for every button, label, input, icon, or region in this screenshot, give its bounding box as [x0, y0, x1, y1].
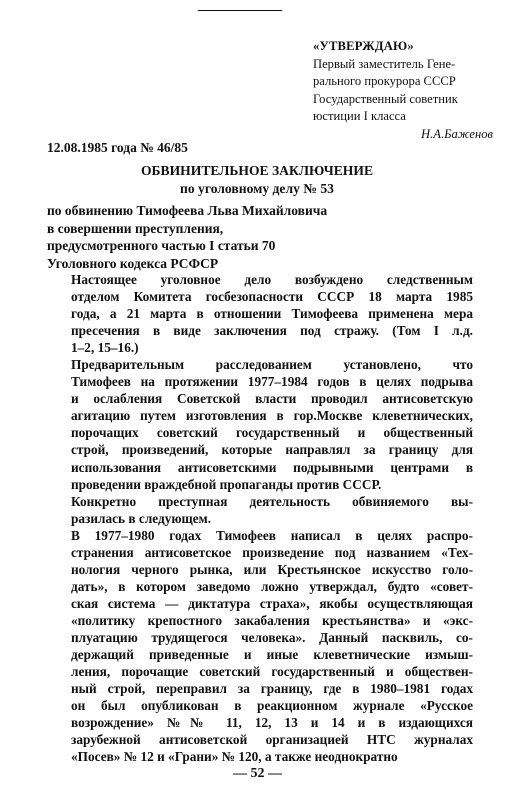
- paragraph-line: отделом Комитета госбезопасности СССР 18 марта 1985: [71, 289, 473, 305]
- paragraph: [47, 493, 473, 527]
- paragraph-line: и ослабления Советской власти проводил антисоветскую: [71, 391, 473, 407]
- approval-line: Первый заместитель Гене-: [313, 56, 456, 71]
- paragraph-line: ления, порочащие советский государственный и обществен-: [71, 664, 473, 680]
- paragraph-line: пресечения в виде заключения под стражу. (Том I л.д.: [71, 323, 473, 339]
- body-text: [47, 271, 473, 765]
- case-line: предусмотренного частью I статьи 70: [47, 238, 276, 253]
- paragraph-line: нология черного рынка, или Крестьянское искусство голо-: [71, 561, 473, 577]
- paragraph-line: Конкретно преступная деятельность обвиняемого вы-: [71, 493, 473, 509]
- paragraph-line: строй, произведений, которые направлял за границу для: [71, 442, 473, 458]
- paragraph-line: В 1977–1980 годах Тимофеев написал в целях распро-: [71, 527, 473, 543]
- paragraph-line: 1–2, 15–16.): [71, 340, 139, 356]
- approval-line: юстиции I класса: [313, 109, 406, 124]
- paragraph-line: порочащих советский государственный и общественный: [71, 425, 473, 441]
- case-line: по обвинению Тимофеева Льва Михайловича: [47, 203, 328, 218]
- paragraph-line: держащий приведенные и иные клеветнические измыш-: [71, 647, 473, 663]
- approval-signature: Н.А.Баженов: [421, 126, 493, 141]
- document-title: ОБВИНИТЕЛЬНОЕ ЗАКЛЮЧЕНИЕ: [140, 163, 374, 178]
- approval-heading: «УТВЕРЖДАЮ»: [313, 39, 414, 53]
- paragraph: [47, 271, 473, 356]
- approval-line: рального прокурора СССР: [313, 74, 456, 89]
- approval-block: [313, 38, 503, 144]
- paragraph-line: странения антисоветское произведение под названием «Тех-: [71, 544, 473, 560]
- page-number: — 52 —: [233, 766, 282, 781]
- paragraph-line: «политику крепостного закабаления крестьянства» и «экс-: [71, 612, 473, 628]
- paragraph-line: Тимофеев на протяжении 1977–1984 годов в целях подрыва: [71, 374, 473, 390]
- paragraph-line: года, а 21 марта в отношении Тимофеева применена мера: [71, 306, 473, 322]
- paragraph-line: агитацию путем изготовления в гор.Москве клеветнических,: [71, 408, 473, 424]
- paragraph-line: Настоящее уголовное дело возбуждено следственным: [71, 272, 473, 287]
- paragraph-line: дать», в котором заведомо ложно утверждал, будто «совет-: [71, 578, 473, 594]
- case-line: Уголовного кодекса РСФСР: [47, 255, 219, 271]
- top-rule: [198, 10, 282, 11]
- paragraph: [47, 527, 473, 766]
- approval-line: Государственный советник: [313, 91, 458, 106]
- document-title-block: [47, 162, 467, 198]
- case-line: в совершении преступления,: [47, 220, 224, 236]
- paragraph-line: разилась в следующем.: [71, 510, 212, 526]
- document-subtitle: по уголовному делу № 53: [180, 181, 334, 196]
- date-and-number: 12.08.1985 года № 46/85: [47, 140, 188, 155]
- paragraph-line: Предварительным расследованием установлено, что: [71, 357, 473, 373]
- paragraph-line: использования антисоветскими подрывными центрами в: [71, 459, 473, 475]
- paragraph-line: проведении враждебной пропаганды против СССР.: [71, 476, 382, 492]
- case-description: [47, 202, 467, 272]
- paragraph-line: зарубежной антисоветской организацией НТС журналах: [71, 732, 473, 748]
- paragraph-line: возрождение» №№ 11, 12, 13 и 14 и в издающихся: [71, 715, 473, 731]
- paragraph-line: ный строй, переправил за границу, где в 1980–1981 годах: [71, 681, 473, 697]
- paragraph-line: он был опубликован в реакционном журнале «Русское: [71, 698, 473, 714]
- paragraph-line: «Посев» № 12 и «Грани» № 120, а также неоднократно: [71, 749, 398, 765]
- paragraph-line: плуатацию трудящегося человека». Данный пасквиль, со-: [71, 629, 473, 645]
- paragraph: [47, 356, 473, 492]
- paragraph-line: ская система — диктатура страха», якобы осуществляющая: [71, 595, 473, 611]
